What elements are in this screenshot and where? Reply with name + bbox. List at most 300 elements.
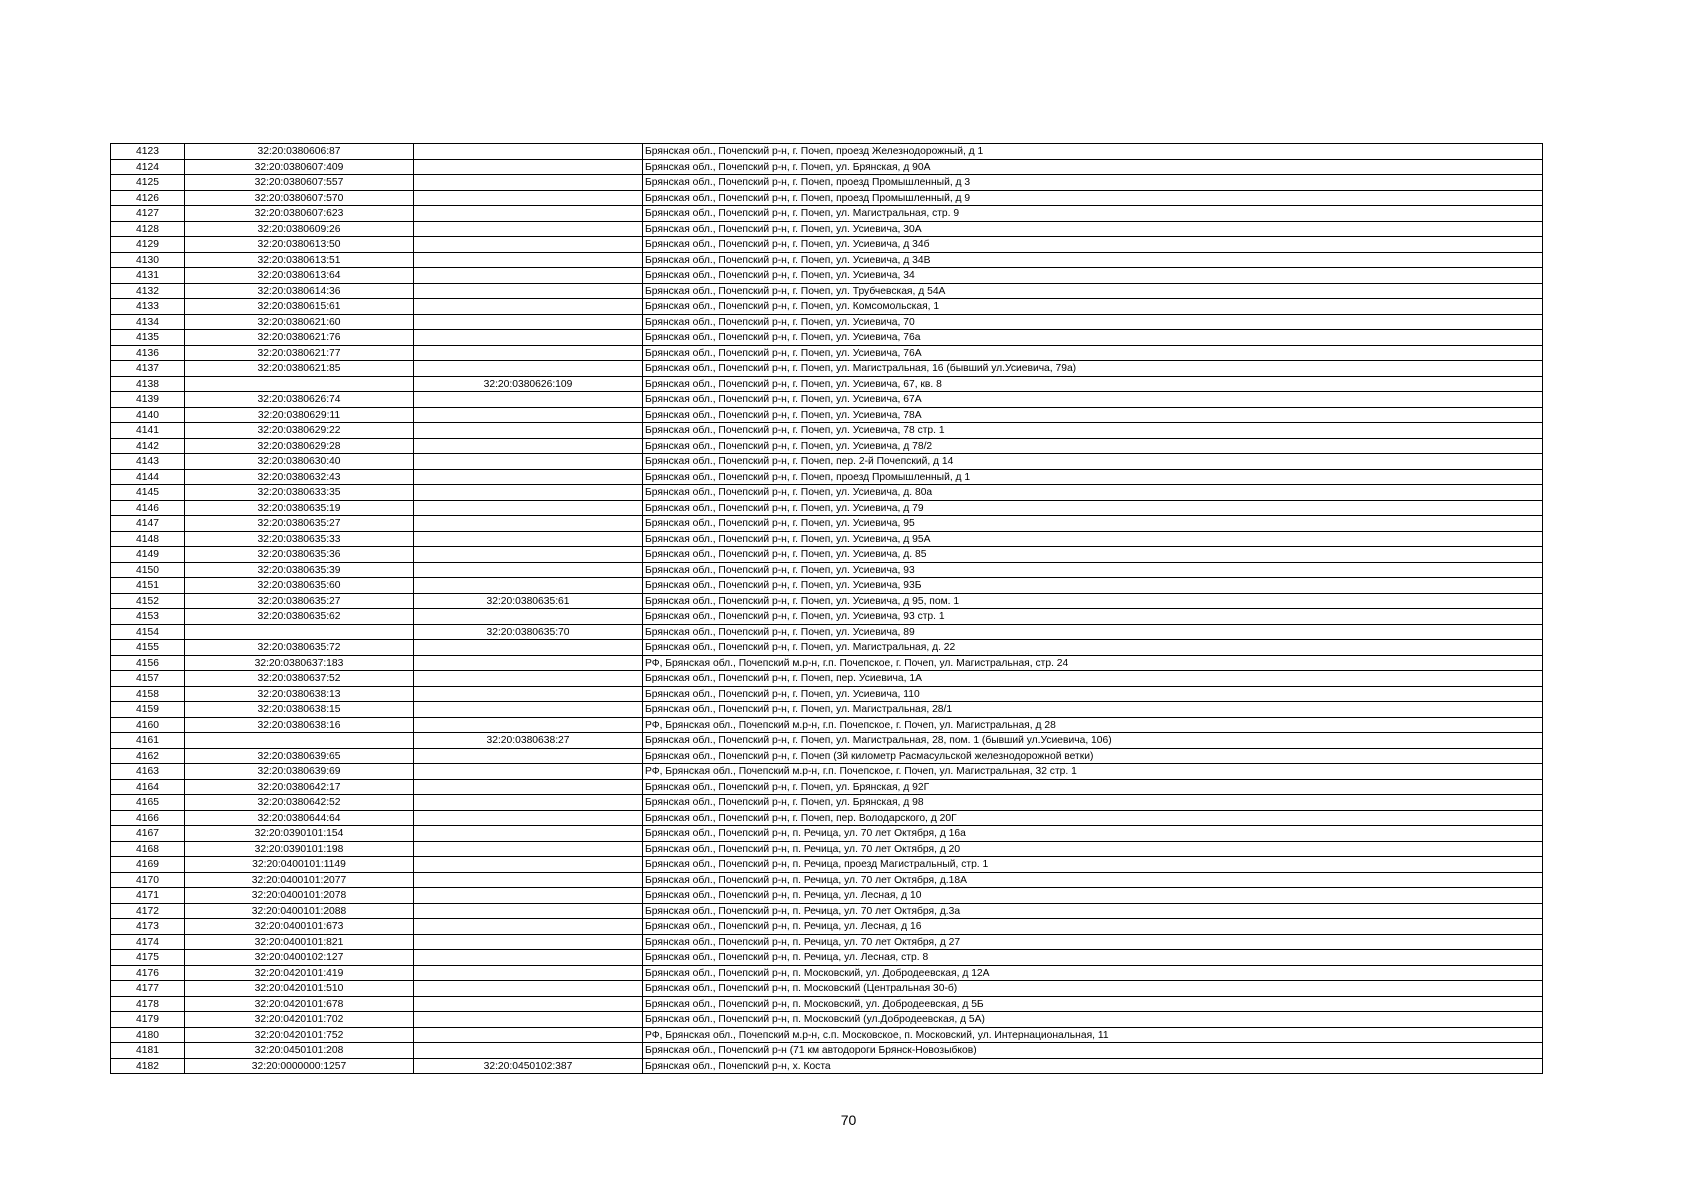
row-number-cell: 4137: [111, 361, 185, 377]
table-row: [111, 965, 1543, 981]
cadastral-number-cell: [185, 733, 414, 749]
cadastral-number-cell: 32:20:0400101:1149: [185, 857, 414, 873]
address-cell: Брянская обл., Почепский р-н, х. Коста: [643, 1058, 1543, 1074]
address-cell: Брянская обл., Почепский р-н, г. Почеп, ул. Усиевича, д 79: [643, 500, 1543, 516]
table-row: [111, 857, 1543, 873]
cadastral-number-cell: 32:20:0420101:752: [185, 1027, 414, 1043]
parent-cadastral-number-cell: [414, 159, 643, 175]
row-number-cell: 4164: [111, 779, 185, 795]
address-cell: Брянская обл., Почепский р-н, г. Почеп, ул. Усиевича, д 78/2: [643, 438, 1543, 454]
parent-cadastral-number-cell: [414, 330, 643, 346]
parent-cadastral-number-cell: [414, 841, 643, 857]
parent-cadastral-number-cell: [414, 283, 643, 299]
row-number-cell: 4159: [111, 702, 185, 718]
table-row: [111, 547, 1543, 563]
cadastral-number-cell: 32:20:0380607:623: [185, 206, 414, 222]
cadastral-number-cell: 32:20:0400101:673: [185, 919, 414, 935]
cadastral-number-cell: 32:20:0400101:2078: [185, 888, 414, 904]
cadastral-number-cell: 32:20:0400101:821: [185, 934, 414, 950]
address-cell: Брянская обл., Почепский р-н, г. Почеп, пер. Усиевича, 1А: [643, 671, 1543, 687]
table-row: [111, 500, 1543, 516]
table-row: [111, 438, 1543, 454]
row-number-cell: 4138: [111, 376, 185, 392]
address-cell: Брянская обл., Почепский р-н, г. Почеп, ул. Магистральная, 28, пом. 1 (бывший ул.Усиевича, 106): [643, 733, 1543, 749]
table-row: [111, 237, 1543, 253]
cadastral-number-cell: 32:20:0380621:60: [185, 314, 414, 330]
cadastral-number-cell: 32:20:0420101:678: [185, 996, 414, 1012]
page-number: 70: [840, 1112, 857, 1128]
parent-cadastral-number-cell: [414, 237, 643, 253]
row-number-cell: 4144: [111, 469, 185, 485]
row-number-cell: 4163: [111, 764, 185, 780]
parent-cadastral-number-cell: [414, 1012, 643, 1028]
parent-cadastral-number-cell: [414, 919, 643, 935]
row-number-cell: 4171: [111, 888, 185, 904]
cadastral-number-cell: 32:20:0450101:208: [185, 1043, 414, 1059]
parent-cadastral-number-cell: [414, 996, 643, 1012]
table-row: [111, 950, 1543, 966]
cadastral-number-cell: 32:20:0380621:76: [185, 330, 414, 346]
address-cell: Брянская обл., Почепский р-н, п. Речица, ул. Лесная, д 16: [643, 919, 1543, 935]
parent-cadastral-number-cell: [414, 640, 643, 656]
address-cell: Брянская обл., Почепский р-н, г. Почеп (3й километр Расмасульской железнодорожной ветки): [643, 748, 1543, 764]
cadastral-number-cell: 32:20:0380629:11: [185, 407, 414, 423]
parent-cadastral-number-cell: [414, 764, 643, 780]
parent-cadastral-number-cell: 32:20:0380638:27: [414, 733, 643, 749]
parent-cadastral-number-cell: [414, 578, 643, 594]
row-number-cell: 4133: [111, 299, 185, 315]
row-number-cell: 4147: [111, 516, 185, 532]
table-row: [111, 206, 1543, 222]
row-number-cell: 4128: [111, 221, 185, 237]
table-row: [111, 268, 1543, 284]
parent-cadastral-number-cell: [414, 686, 643, 702]
row-number-cell: 4127: [111, 206, 185, 222]
parent-cadastral-number-cell: [414, 981, 643, 997]
parent-cadastral-number-cell: [414, 485, 643, 501]
cadastral-number-cell: 32:20:0380635:72: [185, 640, 414, 656]
row-number-cell: 4162: [111, 748, 185, 764]
address-cell: Брянская обл., Почепский р-н, г. Почеп, ул. Усиевича, 67А: [643, 392, 1543, 408]
parent-cadastral-number-cell: [414, 1043, 643, 1059]
parent-cadastral-number-cell: [414, 810, 643, 826]
address-cell: Брянская обл., Почепский р-н, г. Почеп, ул. Брянская, д 90А: [643, 159, 1543, 175]
address-cell: Брянская обл., Почепский р-н, п. Речица, ул. 70 лет Октября, д.18А: [643, 872, 1543, 888]
cadastral-number-cell: 32:20:0420101:510: [185, 981, 414, 997]
address-cell: Брянская обл., Почепский р-н, г. Почеп, ул. Магистральная, 16 (бывший ул.Усиевича, 79а): [643, 361, 1543, 377]
address-cell: Брянская обл., Почепский р-н, г. Почеп, ул. Комсомольская, 1: [643, 299, 1543, 315]
table-row: [111, 903, 1543, 919]
row-number-cell: 4168: [111, 841, 185, 857]
address-cell: Брянская обл., Почепский р-н, г. Почеп, ул. Усиевича, 95: [643, 516, 1543, 532]
row-number-cell: 4129: [111, 237, 185, 253]
cadastral-number-cell: 32:20:0380635:36: [185, 547, 414, 563]
row-number-cell: 4156: [111, 655, 185, 671]
address-cell: Брянская обл., Почепский р-н (71 км автодороги Брянск-Новозыбков): [643, 1043, 1543, 1059]
table-row: [111, 469, 1543, 485]
parent-cadastral-number-cell: 32:20:0380635:70: [414, 624, 643, 640]
table-row: [111, 609, 1543, 625]
address-cell: Брянская обл., Почепский р-н, п. Московский, ул. Добродеевская, д 12А: [643, 965, 1543, 981]
cadastral-number-cell: 32:20:0380638:15: [185, 702, 414, 718]
cadastral-number-cell: 32:20:0000000:1257: [185, 1058, 414, 1074]
address-cell: Брянская обл., Почепский р-н, г. Почеп, ул. Усиевича, 78А: [643, 407, 1543, 423]
table-row: [111, 1027, 1543, 1043]
parent-cadastral-number-cell: [414, 965, 643, 981]
address-cell: Брянская обл., Почепский р-н, г. Почеп, ул. Магистральная, 28/1: [643, 702, 1543, 718]
cadastral-number-cell: 32:20:0380632:43: [185, 469, 414, 485]
row-number-cell: 4170: [111, 872, 185, 888]
cadastral-number-cell: 32:20:0380613:64: [185, 268, 414, 284]
table-row: [111, 314, 1543, 330]
table-row: [111, 686, 1543, 702]
row-number-cell: 4155: [111, 640, 185, 656]
row-number-cell: 4140: [111, 407, 185, 423]
cadastral-number-cell: 32:20:0380613:51: [185, 252, 414, 268]
parent-cadastral-number-cell: [414, 221, 643, 237]
parent-cadastral-number-cell: [414, 702, 643, 718]
table-row: [111, 919, 1543, 935]
address-cell: Брянская обл., Почепский р-н, п. Московский, ул. Добродеевская, д 5Б: [643, 996, 1543, 1012]
cadastral-number-cell: 32:20:0380626:74: [185, 392, 414, 408]
table-row: [111, 934, 1543, 950]
table-row: [111, 330, 1543, 346]
address-cell: Брянская обл., Почепский р-н, г. Почеп, ул. Трубчевская, д 54А: [643, 283, 1543, 299]
cadastral-number-cell: 32:20:0380637:183: [185, 655, 414, 671]
cadastral-number-cell: 32:20:0380635:39: [185, 562, 414, 578]
row-number-cell: 4135: [111, 330, 185, 346]
cadastral-number-cell: 32:20:0380607:557: [185, 175, 414, 191]
table-row: [111, 624, 1543, 640]
address-cell: Брянская обл., Почепский р-н, г. Почеп, ул. Усиевича, 93Б: [643, 578, 1543, 594]
cadastral-number-cell: 32:20:0390101:198: [185, 841, 414, 857]
table-row: [111, 872, 1543, 888]
table-row: [111, 1058, 1543, 1074]
row-number-cell: 4151: [111, 578, 185, 594]
table-row: [111, 826, 1543, 842]
table-row: [111, 779, 1543, 795]
row-number-cell: 4125: [111, 175, 185, 191]
table-row: [111, 1043, 1543, 1059]
cadastral-number-cell: 32:20:0380635:60: [185, 578, 414, 594]
cadastral-number-cell: 32:20:0380635:33: [185, 531, 414, 547]
cadastral-number-cell: 32:20:0380607:409: [185, 159, 414, 175]
parent-cadastral-number-cell: [414, 190, 643, 206]
table-row: [111, 175, 1543, 191]
row-number-cell: 4157: [111, 671, 185, 687]
parent-cadastral-number-cell: [414, 826, 643, 842]
table-row: [111, 733, 1543, 749]
address-cell: Брянская обл., Почепский р-н, г. Почеп, ул. Усиевича, д 34В: [643, 252, 1543, 268]
parent-cadastral-number-cell: [414, 206, 643, 222]
row-number-cell: 4131: [111, 268, 185, 284]
table-row: [111, 252, 1543, 268]
cadastral-number-cell: 32:20:0380635:62: [185, 609, 414, 625]
parent-cadastral-number-cell: [414, 888, 643, 904]
table-row: [111, 841, 1543, 857]
table-row: [111, 655, 1543, 671]
address-cell: Брянская обл., Почепский р-н, г. Почеп, пер. Володарского, д 20Г: [643, 810, 1543, 826]
row-number-cell: 4136: [111, 345, 185, 361]
table-row: [111, 407, 1543, 423]
table-row: [111, 190, 1543, 206]
address-cell: Брянская обл., Почепский р-н, п. Московский (ул.Добродеевская, д 5А): [643, 1012, 1543, 1028]
address-cell: Брянская обл., Почепский р-н, г. Почеп, проезд Промышленный, д 9: [643, 190, 1543, 206]
row-number-cell: 4126: [111, 190, 185, 206]
address-cell: Брянская обл., Почепский р-н, г. Почеп, ул. Магистральная, д. 22: [643, 640, 1543, 656]
address-cell: Брянская обл., Почепский р-н, г. Почеп, ул. Усиевича, д 95, пом. 1: [643, 593, 1543, 609]
cadastral-number-cell: 32:20:0380607:570: [185, 190, 414, 206]
table-row: [111, 159, 1543, 175]
cadastral-number-cell: 32:20:0380633:35: [185, 485, 414, 501]
address-cell: Брянская обл., Почепский р-н, г. Почеп, ул. Брянская, д 92Г: [643, 779, 1543, 795]
parent-cadastral-number-cell: [414, 950, 643, 966]
table-row: [111, 640, 1543, 656]
table-row: [111, 144, 1543, 160]
table-row: [111, 221, 1543, 237]
table-row: [111, 485, 1543, 501]
row-number-cell: 4173: [111, 919, 185, 935]
cadastral-number-cell: 32:20:0420101:702: [185, 1012, 414, 1028]
address-cell: Брянская обл., Почепский р-н, п. Речица, ул. 70 лет Октября, д.3а: [643, 903, 1543, 919]
parent-cadastral-number-cell: [414, 562, 643, 578]
address-cell: Брянская обл., Почепский р-н, п. Речица, ул. Лесная, стр. 8: [643, 950, 1543, 966]
address-cell: Брянская обл., Почепский р-н, п. Речица, проезд Магистральный, стр. 1: [643, 857, 1543, 873]
parent-cadastral-number-cell: [414, 1027, 643, 1043]
address-cell: Брянская обл., Почепский р-н, г. Почеп, ул. Усиевича, 76А: [643, 345, 1543, 361]
parent-cadastral-number-cell: [414, 252, 643, 268]
table-row: [111, 671, 1543, 687]
address-cell: РФ, Брянская обл., Почепский м.р-н, г.п. Почепское, г. Почеп, ул. Магистральная, стр. 24: [643, 655, 1543, 671]
parent-cadastral-number-cell: [414, 748, 643, 764]
row-number-cell: 4180: [111, 1027, 185, 1043]
parent-cadastral-number-cell: [414, 361, 643, 377]
row-number-cell: 4176: [111, 965, 185, 981]
row-number-cell: 4166: [111, 810, 185, 826]
row-number-cell: 4161: [111, 733, 185, 749]
row-number-cell: 4141: [111, 423, 185, 439]
row-number-cell: 4153: [111, 609, 185, 625]
row-number-cell: 4179: [111, 1012, 185, 1028]
cadastral-number-cell: 32:20:0380606:87: [185, 144, 414, 160]
row-number-cell: 4123: [111, 144, 185, 160]
cadastral-number-cell: 32:20:0400101:2088: [185, 903, 414, 919]
row-number-cell: 4154: [111, 624, 185, 640]
cadastral-number-cell: 32:20:0380621:77: [185, 345, 414, 361]
cadastral-number-cell: 32:20:0380638:16: [185, 717, 414, 733]
parent-cadastral-number-cell: [414, 872, 643, 888]
table-row: [111, 392, 1543, 408]
cadastral-number-cell: 32:20:0380635:19: [185, 500, 414, 516]
address-cell: Брянская обл., Почепский р-н, г. Почеп, ул. Усиевича, 78 стр. 1: [643, 423, 1543, 439]
parent-cadastral-number-cell: [414, 795, 643, 811]
cadastral-number-cell: 32:20:0380639:65: [185, 748, 414, 764]
parent-cadastral-number-cell: 32:20:0450102:387: [414, 1058, 643, 1074]
row-number-cell: 4167: [111, 826, 185, 842]
parent-cadastral-number-cell: [414, 655, 643, 671]
parent-cadastral-number-cell: 32:20:0380626:109: [414, 376, 643, 392]
row-number-cell: 4158: [111, 686, 185, 702]
row-number-cell: 4165: [111, 795, 185, 811]
parent-cadastral-number-cell: [414, 717, 643, 733]
address-cell: Брянская обл., Почепский р-н, г. Почеп, ул. Усиевича, д. 85: [643, 547, 1543, 563]
parent-cadastral-number-cell: [414, 314, 643, 330]
table-row: [111, 996, 1543, 1012]
cadastral-number-cell: 32:20:0380639:69: [185, 764, 414, 780]
property-registry-table: [110, 143, 1543, 1074]
row-number-cell: 4124: [111, 159, 185, 175]
cadastral-number-cell: 32:20:0380644:64: [185, 810, 414, 826]
address-cell: Брянская обл., Почепский р-н, г. Почеп, проезд Промышленный, д 3: [643, 175, 1543, 191]
table-row: [111, 454, 1543, 470]
address-cell: Брянская обл., Почепский р-н, г. Почеп, ул. Усиевича, д 34б: [643, 237, 1543, 253]
row-number-cell: 4182: [111, 1058, 185, 1074]
parent-cadastral-number-cell: [414, 903, 643, 919]
cadastral-number-cell: 32:20:0380609:26: [185, 221, 414, 237]
cadastral-number-cell: 32:20:0380621:85: [185, 361, 414, 377]
parent-cadastral-number-cell: [414, 857, 643, 873]
cadastral-number-cell: 32:20:0380642:17: [185, 779, 414, 795]
row-number-cell: 4178: [111, 996, 185, 1012]
parent-cadastral-number-cell: 32:20:0380635:61: [414, 593, 643, 609]
table-row: [111, 717, 1543, 733]
row-number-cell: 4145: [111, 485, 185, 501]
table-row: [111, 593, 1543, 609]
cadastral-number-cell: 32:20:0380630:40: [185, 454, 414, 470]
row-number-cell: 4139: [111, 392, 185, 408]
address-cell: Брянская обл., Почепский р-н, г. Почеп, ул. Усиевича, 70: [643, 314, 1543, 330]
parent-cadastral-number-cell: [414, 454, 643, 470]
parent-cadastral-number-cell: [414, 531, 643, 547]
cadastral-number-cell: [185, 376, 414, 392]
address-cell: Брянская обл., Почепский р-н, г. Почеп, ул. Усиевича, 30А: [643, 221, 1543, 237]
parent-cadastral-number-cell: [414, 469, 643, 485]
row-number-cell: 4146: [111, 500, 185, 516]
address-cell: Брянская обл., Почепский р-н, г. Почеп, ул. Усиевича, 93 стр. 1: [643, 609, 1543, 625]
cadastral-number-cell: 32:20:0420101:419: [185, 965, 414, 981]
table-row: [111, 423, 1543, 439]
cadastral-number-cell: 32:20:0400101:2077: [185, 872, 414, 888]
cadastral-number-cell: 32:20:0380613:50: [185, 237, 414, 253]
address-cell: Брянская обл., Почепский р-н, г. Почеп, ул. Усиевича, 67, кв. 8: [643, 376, 1543, 392]
address-cell: Брянская обл., Почепский р-н, г. Почеп, ул. Усиевича, д 95А: [643, 531, 1543, 547]
row-number-cell: 4169: [111, 857, 185, 873]
row-number-cell: 4148: [111, 531, 185, 547]
table-row: [111, 283, 1543, 299]
table-row: [111, 376, 1543, 392]
table-row: [111, 562, 1543, 578]
parent-cadastral-number-cell: [414, 671, 643, 687]
cadastral-number-cell: 32:20:0380629:28: [185, 438, 414, 454]
parent-cadastral-number-cell: [414, 268, 643, 284]
address-cell: РФ, Брянская обл., Почепский м.р-н, г.п. Почепское, г. Почеп, ул. Магистральная, 32 стр. 1: [643, 764, 1543, 780]
address-cell: Брянская обл., Почепский р-н, г. Почеп, проезд Промышленный, д 1: [643, 469, 1543, 485]
cadastral-number-cell: 32:20:0400102:127: [185, 950, 414, 966]
address-cell: Брянская обл., Почепский р-н, г. Почеп, ул. Усиевича, 93: [643, 562, 1543, 578]
cadastral-number-cell: 32:20:0380629:22: [185, 423, 414, 439]
table-row: [111, 345, 1543, 361]
parent-cadastral-number-cell: [414, 144, 643, 160]
row-number-cell: 4143: [111, 454, 185, 470]
table-row: [111, 764, 1543, 780]
cadastral-number-cell: 32:20:0390101:154: [185, 826, 414, 842]
row-number-cell: 4160: [111, 717, 185, 733]
cadastral-number-cell: [185, 624, 414, 640]
parent-cadastral-number-cell: [414, 516, 643, 532]
row-number-cell: 4150: [111, 562, 185, 578]
row-number-cell: 4152: [111, 593, 185, 609]
row-number-cell: 4174: [111, 934, 185, 950]
row-number-cell: 4177: [111, 981, 185, 997]
table-row: [111, 1012, 1543, 1028]
table-row: [111, 981, 1543, 997]
parent-cadastral-number-cell: [414, 438, 643, 454]
address-cell: РФ, Брянская обл., Почепский м.р-н, с.п. Московское, п. Московский, ул. Интернациональная, 11: [643, 1027, 1543, 1043]
row-number-cell: 4132: [111, 283, 185, 299]
table-row: [111, 748, 1543, 764]
table-row: [111, 888, 1543, 904]
registry-table-body: [111, 144, 1543, 1074]
row-number-cell: 4149: [111, 547, 185, 563]
table-row: [111, 795, 1543, 811]
cadastral-number-cell: 32:20:0380615:61: [185, 299, 414, 315]
parent-cadastral-number-cell: [414, 407, 643, 423]
address-cell: Брянская обл., Почепский р-н, г. Почеп, ул. Усиевича, д. 80а: [643, 485, 1543, 501]
cadastral-number-cell: 32:20:0380638:13: [185, 686, 414, 702]
table-row: [111, 299, 1543, 315]
row-number-cell: 4181: [111, 1043, 185, 1059]
address-cell: Брянская обл., Почепский р-н, п. Московский (Центральная 30-б): [643, 981, 1543, 997]
parent-cadastral-number-cell: [414, 609, 643, 625]
address-cell: Брянская обл., Почепский р-н, г. Почеп, ул. Усиевича, 34: [643, 268, 1543, 284]
parent-cadastral-number-cell: [414, 175, 643, 191]
parent-cadastral-number-cell: [414, 500, 643, 516]
row-number-cell: 4175: [111, 950, 185, 966]
cadastral-number-cell: 32:20:0380635:27: [185, 516, 414, 532]
address-cell: РФ, Брянская обл., Почепский м.р-н, г.п. Почепское, г. Почеп, ул. Магистральная, д 28: [643, 717, 1543, 733]
address-cell: Брянская обл., Почепский р-н, п. Речица, ул. 70 лет Октября, д 27: [643, 934, 1543, 950]
parent-cadastral-number-cell: [414, 392, 643, 408]
address-cell: Брянская обл., Почепский р-н, г. Почеп, проезд Железнодорожный, д 1: [643, 144, 1543, 160]
parent-cadastral-number-cell: [414, 934, 643, 950]
row-number-cell: 4172: [111, 903, 185, 919]
parent-cadastral-number-cell: [414, 345, 643, 361]
address-cell: Брянская обл., Почепский р-н, п. Речица, ул. 70 лет Октября, д 20: [643, 841, 1543, 857]
address-cell: Брянская обл., Почепский р-н, г. Почеп, ул. Магистральная, стр. 9: [643, 206, 1543, 222]
parent-cadastral-number-cell: [414, 299, 643, 315]
parent-cadastral-number-cell: [414, 423, 643, 439]
parent-cadastral-number-cell: [414, 547, 643, 563]
table-row: [111, 578, 1543, 594]
table-row: [111, 516, 1543, 532]
table-row: [111, 810, 1543, 826]
address-cell: Брянская обл., Почепский р-н, п. Речица, ул. Лесная, д 10: [643, 888, 1543, 904]
table-row: [111, 361, 1543, 377]
address-cell: Брянская обл., Почепский р-н, г. Почеп, пер. 2-й Почепский, д 14: [643, 454, 1543, 470]
row-number-cell: 4130: [111, 252, 185, 268]
cadastral-number-cell: 32:20:0380642:52: [185, 795, 414, 811]
cadastral-number-cell: 32:20:0380637:52: [185, 671, 414, 687]
table-row: [111, 531, 1543, 547]
row-number-cell: 4142: [111, 438, 185, 454]
address-cell: Брянская обл., Почепский р-н, п. Речица, ул. 70 лет Октября, д 16а: [643, 826, 1543, 842]
cadastral-number-cell: 32:20:0380614:36: [185, 283, 414, 299]
cadastral-number-cell: 32:20:0380635:27: [185, 593, 414, 609]
address-cell: Брянская обл., Почепский р-н, г. Почеп, ул. Усиевича, 76а: [643, 330, 1543, 346]
table-row: [111, 702, 1543, 718]
address-cell: Брянская обл., Почепский р-н, г. Почеп, ул. Брянская, д 98: [643, 795, 1543, 811]
address-cell: Брянская обл., Почепский р-н, г. Почеп, ул. Усиевича, 89: [643, 624, 1543, 640]
